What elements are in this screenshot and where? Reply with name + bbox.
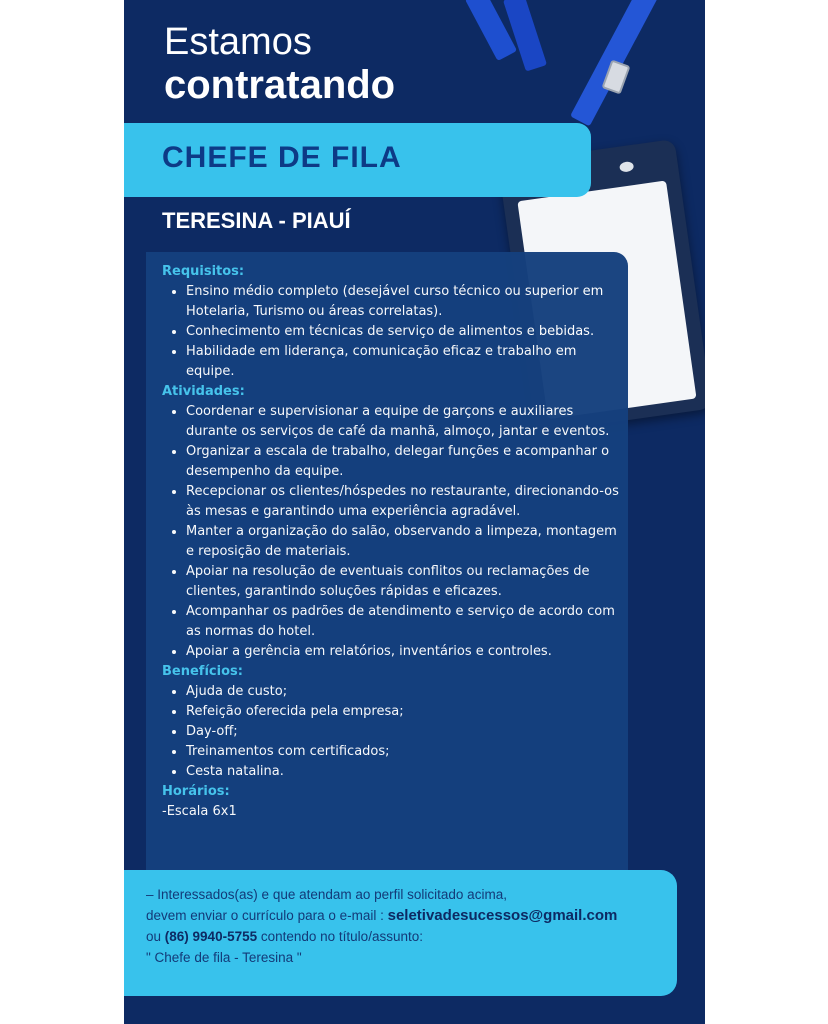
job-title-banner: [124, 123, 591, 197]
beneficios-heading: Benefícios:: [162, 664, 243, 679]
contact-line-3-suffix: contendo no título/assunto:: [257, 929, 423, 944]
list-item: • Ensino médio completo (desejável curso técnico ou superior em Hotelaria, Turismo ou áreas correlatas).: [186, 282, 622, 322]
list-item: • Acompanhar os padrões de atendimento e serviço de acordo com as normas do hotel.: [186, 602, 622, 642]
job-title: CHEFE DE FILA: [162, 141, 402, 174]
details-panel: [146, 252, 628, 870]
location-label: TERESINA - PIAUÍ: [162, 208, 351, 233]
list-item: • Ajuda de custo;: [186, 682, 622, 702]
contact-line-3-prefix: ou: [146, 929, 165, 944]
contact-line-2-prefix: devem enviar o currículo para o e-mail :: [146, 908, 388, 923]
list-item: • Conhecimento em técnicas de serviço de alimentos e bebidas.: [186, 322, 622, 342]
requisitos-heading: Requisitos:: [162, 264, 245, 279]
contact-phone[interactable]: (86) 9940-5755: [164, 929, 258, 944]
list-item: • Recepcionar os clientes/hóspedes no restaurante, direcionando-os às mesas e garantindo uma experiência agradável.: [186, 482, 622, 522]
list-item: • Cesta natalina.: [186, 762, 622, 782]
title-line-1: Estamos: [164, 21, 312, 63]
contact-box: [124, 870, 677, 996]
atividades-heading: Atividades:: [162, 384, 245, 399]
contact-line-1: – Interessados(as) e que atendam ao perfil solicitado acima,: [146, 887, 507, 902]
contact-line-4: " Chefe de fila - Teresina ": [146, 950, 302, 965]
list-item: • Refeição oferecida pela empresa;: [186, 702, 622, 722]
hiring-poster: [124, 0, 705, 1024]
list-item: • Apoiar a gerência em relatórios, inventários e controles.: [186, 642, 622, 662]
contact-email[interactable]: seletivadesucessos@gmail.com: [387, 907, 618, 924]
contact-line-2: [146, 905, 676, 926]
contact-line-3: [146, 926, 676, 947]
list-item: • Organizar a escala de trabalho, delegar funções e acompanhar o desempenho da equipe.: [186, 442, 622, 482]
list-item: • Apoiar na resolução de eventuais conflitos ou reclamações de clientes, garantindo soluções rápidas e eficazes.: [186, 562, 622, 602]
atividades-list: [162, 402, 622, 662]
beneficios-list: [162, 682, 622, 782]
list-item: • Manter a organização do salão, observando a limpeza, montagem e reposição de materiais.: [186, 522, 622, 562]
title-line-2: contratando: [164, 63, 396, 107]
list-item: • Day-off;: [186, 722, 622, 742]
horarios-heading: Horários:: [162, 784, 230, 799]
list-item: • Habilidade em liderança, comunicação eficaz e trabalho em equipe.: [186, 342, 622, 382]
list-item: • Treinamentos com certificados;: [186, 742, 622, 762]
list-item: • Coordenar e supervisionar a equipe de garçons e auxiliares durante os serviços de café da manhã, almoço, jantar e eventos.: [186, 402, 622, 442]
horarios-value: -Escala 6x1: [162, 804, 237, 819]
badge-hole: [619, 161, 634, 173]
requisitos-list: [162, 282, 622, 382]
